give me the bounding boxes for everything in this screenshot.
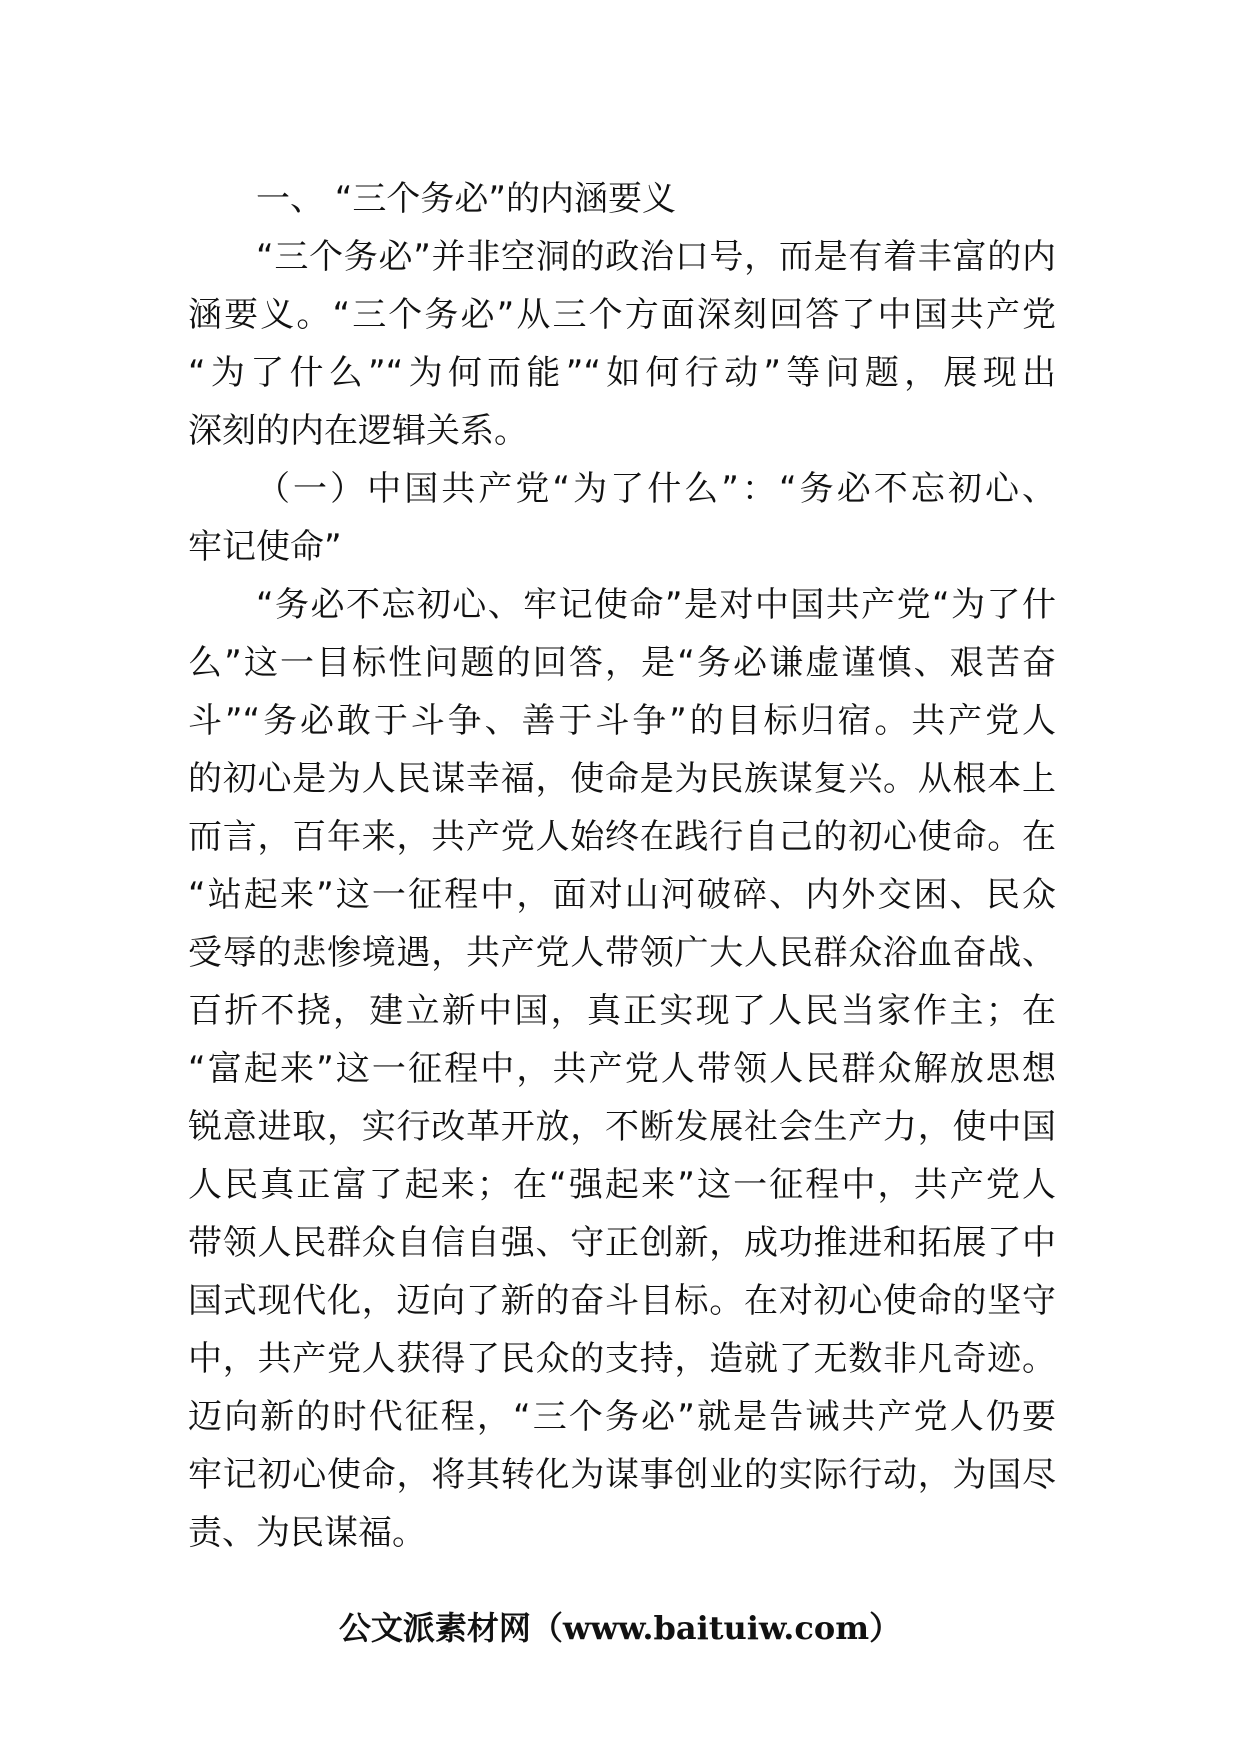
footer-source: 公文派素材网（www.baituiw.com） [338,1609,902,1647]
paragraph-1-line: 涵要义。“三个务必”从三个方面深刻回答了中国共产党 [188,295,1056,335]
document-body [188,170,1056,1562]
paragraph-2-line: 责、为民谋福。 [188,1513,426,1553]
paragraph-2-line: 国式现代化，迈向了新的奋斗目标。在对初心使命的坚守 [188,1281,1056,1321]
section-heading: 一、 “三个务必”的内涵要义 [256,179,677,219]
paragraph-2-line: 么”这一目标性问题的回答，是“务必谦虚谨慎、艰苦奋 [188,643,1056,683]
paragraph-2-line: 牢记初心使命，将其转化为谋事创业的实际行动，为国尽 [188,1455,1056,1495]
paragraph-2-line: “富起来”这一征程中，共产党人带领人民群众解放思想 [188,1049,1056,1089]
subheading-line: 牢记使命” [188,527,342,567]
paragraph-2-line: 中，共产党人获得了民众的支持，造就了无数非凡奇迹。 [188,1339,1056,1379]
paragraph-2-line: 而言，百年来，共产党人始终在践行自己的初心使命。在 [188,817,1056,857]
paragraph-2-line: 带领人民群众自信自强、守正创新，成功推进和拓展了中 [188,1223,1056,1263]
paragraph-1-line: “三个务必”并非空洞的政治口号，而是有着丰富的内 [256,237,1056,277]
subheading-line: （一）中国共产党“为了什么”：“务必不忘初心、 [256,469,1056,509]
paragraph-2-line: 斗”“务必敢于斗争、善于斗争”的目标归宿。共产党人 [188,701,1056,741]
paragraph-2-line: 百折不挠，建立新中国，真正实现了人民当家作主；在 [188,991,1056,1031]
paragraph-2-line: 迈向新的时代征程，“三个务必”就是告诫共产党人仍要 [188,1397,1056,1437]
paragraph-2-line: 受辱的悲惨境遇，共产党人带领广大人民群众浴血奋战、 [188,933,1056,973]
paragraph-1-line: “为了什么”“为何而能”“如何行动”等问题，展现出 [188,353,1056,393]
paragraph-2-line: “务必不忘初心、牢记使命”是对中国共产党“为了什 [256,585,1056,625]
paragraph-2-line: “站起来”这一征程中，面对山河破碎、内外交困、民众 [188,875,1056,915]
paragraph-2-line: 锐意进取，实行改革开放，不断发展社会生产力，使中国 [188,1107,1056,1147]
paragraph-2-line: 的初心是为人民谋幸福，使命是为民族谋复兴。从根本上 [188,759,1056,799]
paragraph-1-line: 深刻的内在逻辑关系。 [188,411,528,451]
paragraph-2-line: 人民真正富了起来；在“强起来”这一征程中，共产党人 [188,1165,1056,1205]
